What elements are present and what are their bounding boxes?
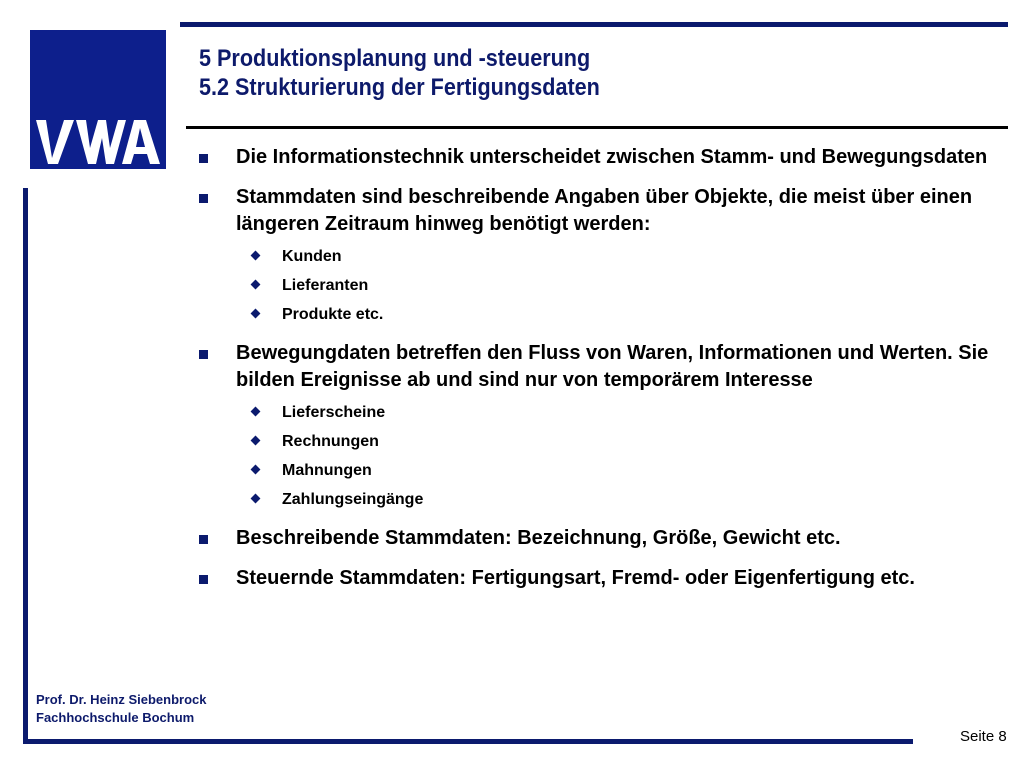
bullet-item [196,184,996,238]
bullet-item [196,144,996,171]
sub-bullet-item [196,490,996,510]
diamond-bullet-icon [251,465,261,475]
sub-bullet-text: Lieferanten [282,277,369,294]
diamond-bullet-icon [251,309,261,319]
sub-bullet-item [196,305,996,325]
diamond-bullet-icon [251,407,261,417]
bullet-text: Beschreibende Stammdaten: Bezeichnung, Größe, Gewicht etc. [236,527,841,549]
diamond-bullet-icon [251,251,261,261]
sub-bullet-text: Mahnungen [282,462,372,479]
bullet-item [196,525,996,552]
footer-institution: Fachhochschule Bochum [36,710,195,725]
diamond-bullet-icon [251,494,261,504]
square-bullet-icon [199,350,208,359]
square-bullet-icon [199,575,208,584]
sub-bullet-item [196,432,996,452]
bottom-divider [23,739,913,744]
bullet-text: Bewegungdaten betreffen den Fluss von Waren, Informationen und Werten. Sie bilden Ereignisse ab und sind nur von temporärem Interesse [236,342,989,391]
title-line-1: 5 Produktionsplanung und -steuerung [199,45,591,72]
sub-bullet-text: Kunden [282,248,342,265]
footer-author: Prof. Dr. Heinz Siebenbrock [36,692,207,707]
sub-bullet-item [196,276,996,296]
bullet-text: Steuernde Stammdaten: Fertigungsart, Fremd- oder Eigenfertigung etc. [236,567,915,589]
sub-bullet-text: Produkte etc. [282,306,384,323]
top-divider [180,22,1008,27]
bullet-text: Stammdaten sind beschreibende Angaben über Objekte, die meist über einen längeren Zeitraum hinweg benötigt werden: [236,186,973,235]
square-bullet-icon [199,194,208,203]
sub-bullet-text: Zahlungseingänge [282,491,424,508]
sub-bullet-text: Lieferscheine [282,404,386,421]
diamond-bullet-icon [251,280,261,290]
sub-bullet-item [196,461,996,481]
vwa-logo [30,30,166,169]
vwa-logo-icon [30,30,166,169]
bullet-text: Die Informationstechnik unterscheidet zwischen Stamm- und Bewegungsdaten [236,146,988,168]
bullet-list [196,144,996,592]
left-divider [23,188,28,744]
sub-bullet-item [196,403,996,423]
sub-bullet-text: Rechnungen [282,433,379,450]
page-number: Seite 8 [960,728,1007,745]
square-bullet-icon [199,154,208,163]
slide-title [199,44,919,102]
diamond-bullet-icon [251,436,261,446]
square-bullet-icon [199,535,208,544]
title-divider [186,126,1008,129]
footer-author-block [36,691,207,727]
sub-bullet-item [196,247,996,267]
title-line-2: 5.2 Strukturierung der Fertigungsdaten [199,74,600,101]
bullet-item [196,340,996,394]
bullet-item [196,565,996,592]
